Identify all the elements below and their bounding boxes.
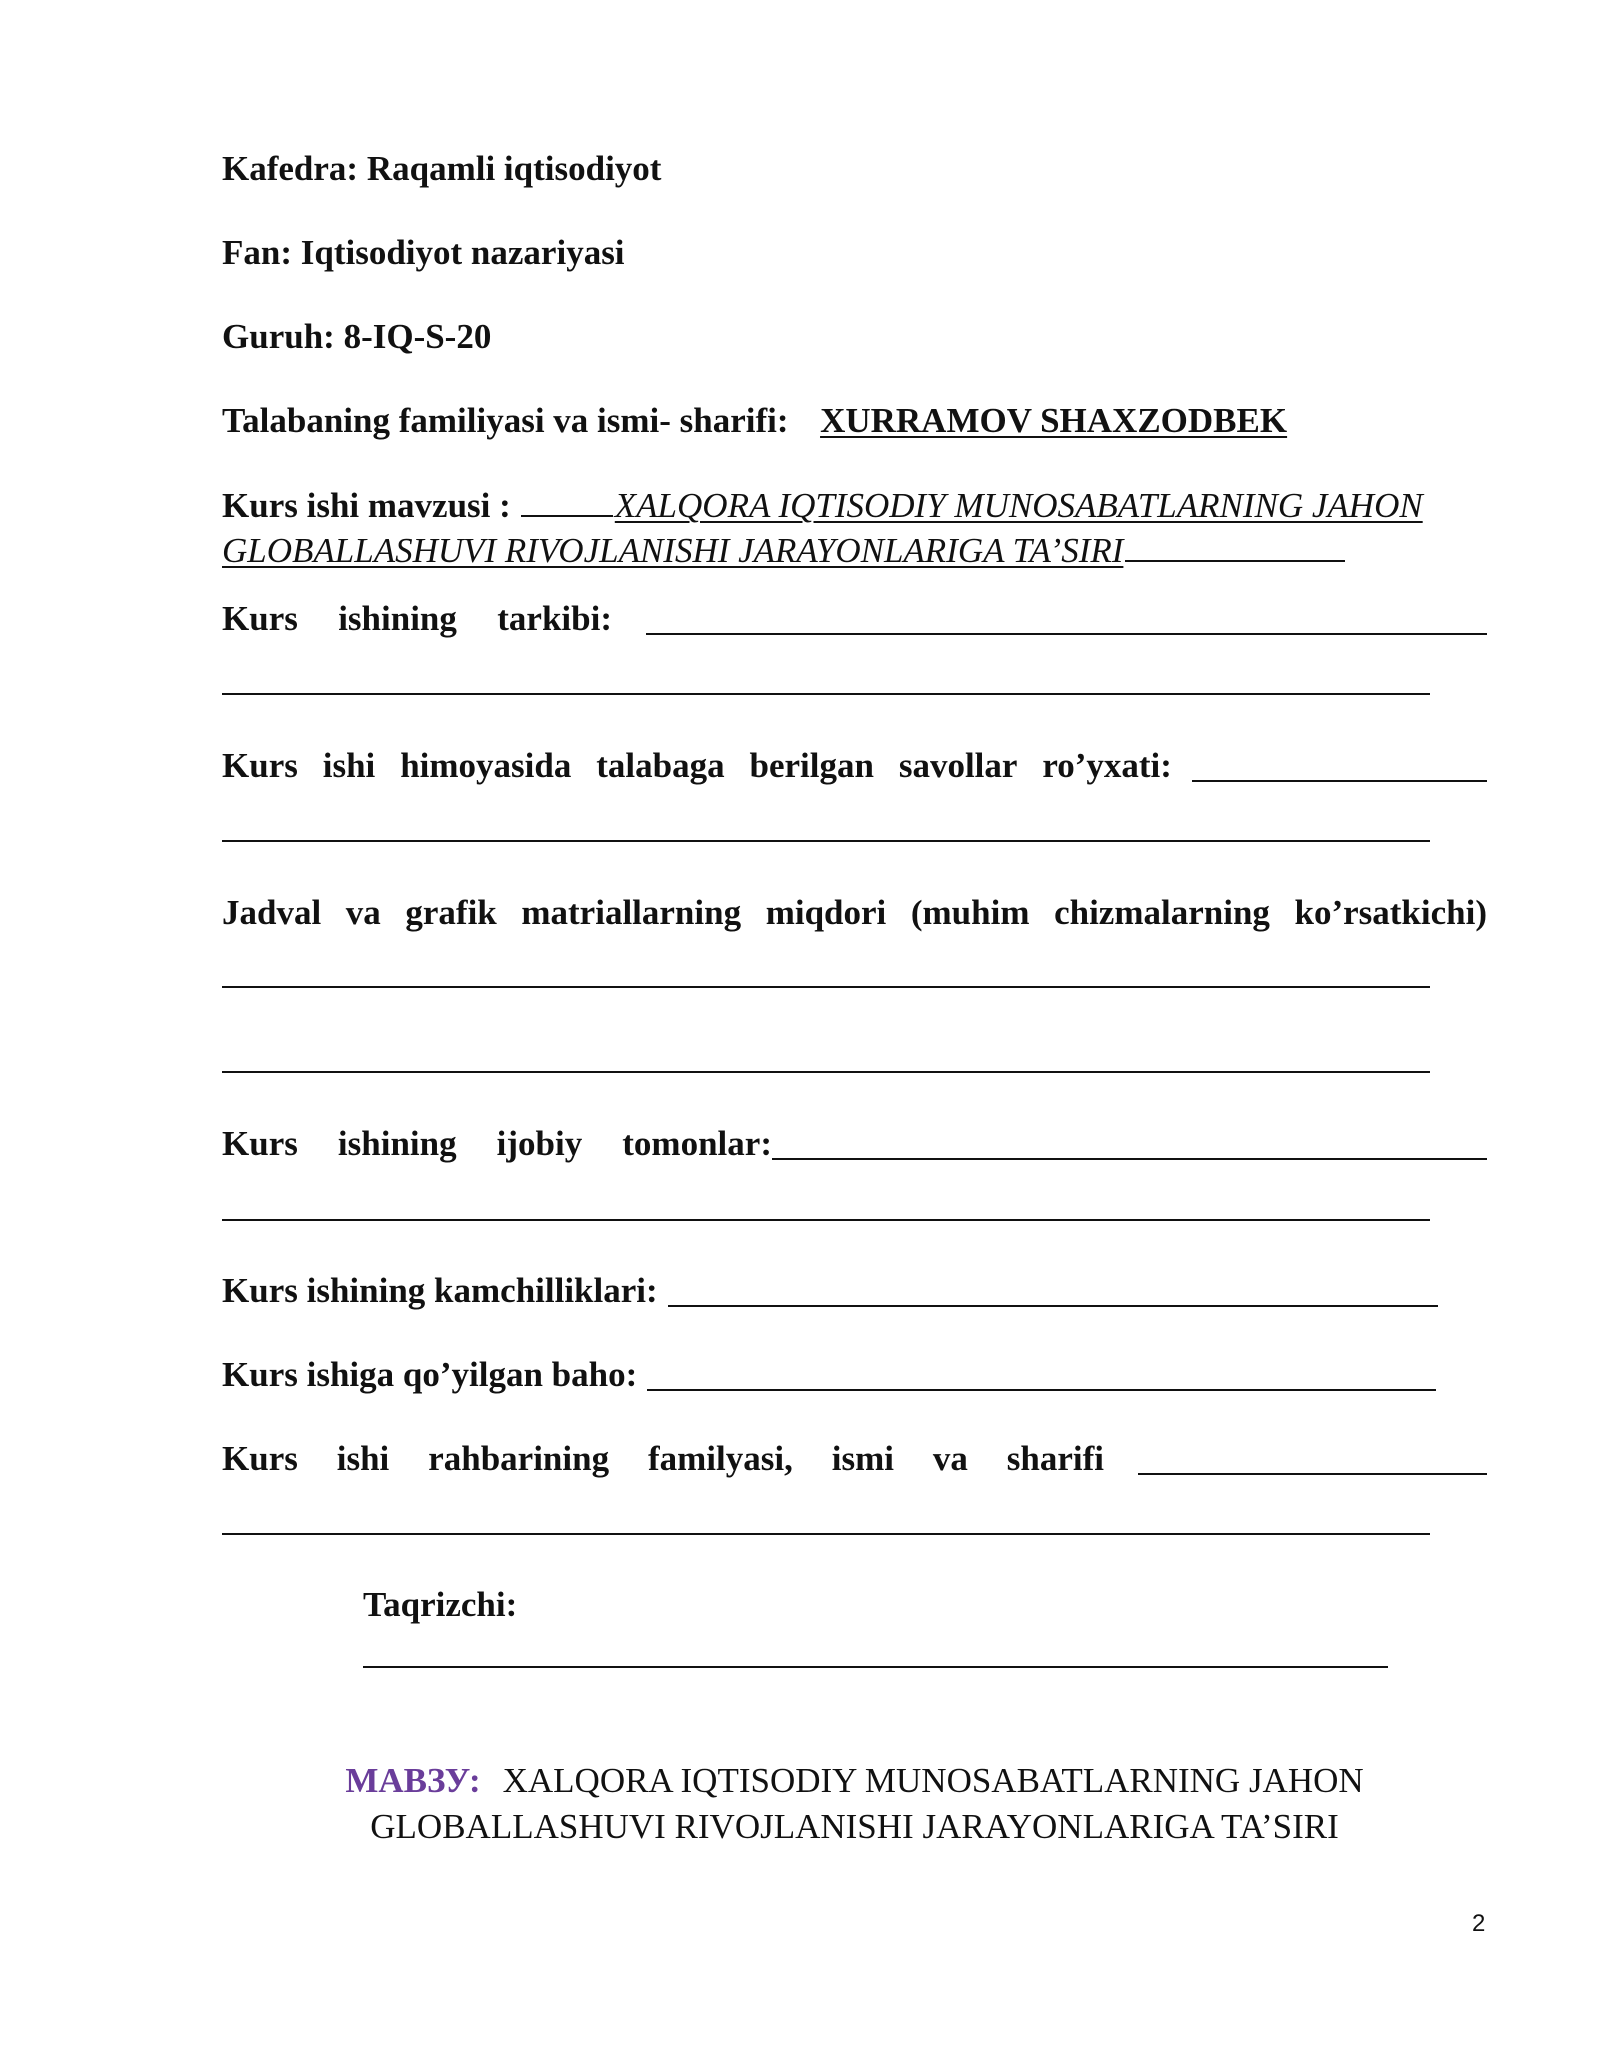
tarkibi-blank-line-2: [222, 693, 1430, 695]
tarkibi-blank: [646, 603, 1487, 635]
student-name: XURRAMOV SHAXZODBEK: [820, 401, 1288, 440]
kamchilliklari-label: Kurs ishining kamchilliklari:: [222, 1271, 658, 1310]
kamchilliklari-blank: [668, 1275, 1438, 1307]
ijobiy-blank: [772, 1128, 1487, 1160]
guruh-line: [222, 315, 1487, 359]
baho-blank: [647, 1359, 1436, 1391]
reviewer-blank-line: [363, 1666, 1388, 1668]
baho-label: Kurs ishiga qo’yilgan baho:: [222, 1355, 638, 1394]
tarkibi-line: [222, 597, 1487, 641]
ijobiy-label: Kurs ishining ijobiy tomonlar:: [222, 1124, 772, 1163]
baho-line: [222, 1353, 1436, 1397]
jadval-blank-line-2: [222, 1071, 1430, 1073]
kamchilliklari-line: [222, 1269, 1438, 1313]
ijobiy-blank-line-2: [222, 1219, 1430, 1221]
student-line: [222, 399, 1487, 443]
mavzu-block: [222, 1758, 1487, 1850]
rahbar-blank: [1138, 1443, 1487, 1475]
savollar-label: Kurs ishi himoyasida talabaga berilgan savollar ro’yxati:: [222, 746, 1172, 785]
fan-label: Fan:: [222, 233, 292, 272]
topic-pre-blank: [521, 513, 613, 517]
jadval-line: [222, 891, 1487, 935]
topic-value: XALQORA IQTISODIY MUNOSABATLARNING JAHON GLOBALLASHUVI RIVOJLANISHI JARAYONLARIGA TA’SIRI: [222, 486, 1423, 570]
ijobiy-line: [222, 1122, 1487, 1166]
kafedra-value: Raqamli iqtisodiyot: [366, 149, 662, 188]
guruh-value: 8-IQ-S-20: [343, 317, 492, 356]
fan-value: Iqtisodiyot nazariyasi: [300, 233, 625, 272]
mavzu-text-1: XALQORA IQTISODIY MUNOSABATLARNING JAHON: [502, 1761, 1364, 1800]
fan-line: [222, 231, 1487, 275]
guruh-label: Guruh:: [222, 317, 335, 356]
mavzu-label: МАВЗУ:: [345, 1761, 481, 1800]
savollar-blank: [1192, 750, 1487, 782]
rahbar-line: [222, 1437, 1487, 1481]
topic-label: Kurs ishi mavzusi :: [222, 486, 511, 525]
savollar-blank-line-2: [222, 840, 1430, 842]
tarkibi-label: Kurs ishining tarkibi:: [222, 599, 612, 638]
page-number: 2: [1472, 1910, 1486, 1937]
rahbar-blank-line-2: [222, 1533, 1430, 1535]
mavzu-text-2: GLOBALLASHUVI RIVOJLANISHI JARAYONLARIGA TA’SIRI: [370, 1807, 1339, 1846]
kafedra-line: [222, 147, 1487, 191]
topic-trail-blank: [1125, 558, 1345, 562]
kafedra-label: Kafedra:: [222, 149, 359, 188]
mavzu-line-1: [222, 1758, 1487, 1804]
jadval-label: Jadval va grafik matriallarning miqdori (muhim chizmalarning ko’rsatkichi): [222, 893, 1487, 932]
rahbar-label: Kurs ishi rahbarining familyasi, ismi va sharifi: [222, 1439, 1104, 1478]
savollar-line: [222, 744, 1487, 788]
topic-block: [222, 483, 1487, 573]
reviewer-label: Taqrizchi:: [363, 1585, 518, 1624]
student-label: Talabaning familiyasi va ismi- sharifi:: [222, 401, 789, 440]
jadval-blank-line-1: [222, 986, 1430, 988]
